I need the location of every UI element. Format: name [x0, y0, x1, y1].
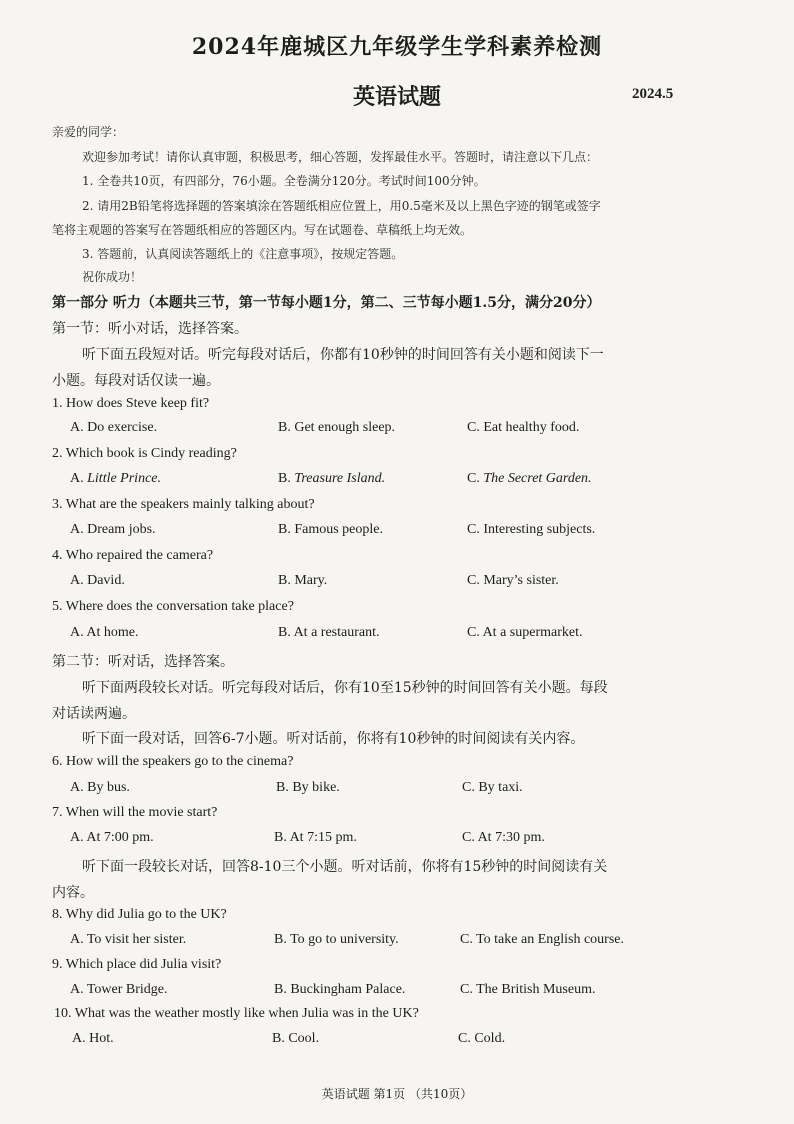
question-1-option-c: C. Eat healthy food.	[467, 420, 580, 435]
book-title: Little Prince.	[87, 471, 162, 486]
question-3-option-a: A. Dream jobs.	[70, 522, 156, 537]
notice-greeting: 亲爱的同学：	[52, 125, 125, 139]
question-5-option-c: C. At a supermarket.	[467, 625, 583, 640]
question-7: 7. When will the movie start?	[52, 805, 218, 820]
section2-instruction-line-1: 听下面两段较长对话。听完每段对话后，你有10至15秒钟的时间回答有关小题。每段	[82, 680, 608, 696]
book-title: Treasure Island.	[294, 471, 386, 486]
notice-intro: 欢迎参加考试！请你认真审题，积极思考，细心答题，发挥最佳水平。答题时，请注意以下几点：	[82, 150, 599, 164]
question-2-option-c	[467, 471, 592, 487]
question-2-option-a	[70, 471, 161, 487]
question-5-option-a: A. At home.	[70, 625, 139, 640]
section2-title: 第二节：听对话，选择答案。	[52, 654, 234, 670]
question-6: 6. How will the speakers go to the cinema?	[52, 754, 294, 769]
question-7-option-a: A. At 7:00 pm.	[70, 830, 154, 845]
question-9: 9. Which place did Julia visit?	[52, 957, 222, 972]
question-8: 8. Why did Julia go to the UK?	[52, 907, 227, 922]
question-3: 3. What are the speakers mainly talking about?	[52, 497, 315, 512]
question-9-option-c: C. The British Museum.	[460, 982, 596, 997]
question-10-option-b: B. Cool.	[272, 1031, 320, 1046]
option-letter: B.	[278, 471, 295, 486]
question-6-option-a: A. By bus.	[70, 780, 130, 795]
question-8-option-a: A. To visit her sister.	[70, 932, 187, 947]
notice-closing: 祝你成功！	[82, 270, 143, 284]
part1-heading: 第一部分 听力（本题共三节，第一节每小题1分，第二、三节每小题1.5分，满分20分）	[52, 295, 601, 311]
question-8-option-b: B. To go to university.	[274, 932, 399, 947]
question-10-option-a: A. Hot.	[72, 1031, 114, 1046]
question-8-option-c: C. To take an English course.	[460, 932, 625, 947]
question-5: 5. Where does the conversation take place?	[52, 599, 294, 614]
notice-item-2-line-1: 2. 请用2B铅笔将选择题的答案填涂在答题纸相应位置上，用0.5毫米及以上黑色字迹的钢笔或签字	[82, 199, 601, 213]
section1-title: 第一节：听小对话，选择答案。	[52, 321, 248, 337]
question-5-option-b: B. At a restaurant.	[278, 625, 380, 640]
section2-instruction-b-line-1: 听下面一段较长对话，回答8-10三个小题。听对话前，你将有15秒钟的时间阅读有关	[82, 859, 608, 875]
exam-date: 2024.5	[632, 86, 674, 102]
exam-subtitle: 英语试题	[352, 84, 441, 110]
question-6-option-b: B. By bike.	[276, 780, 340, 795]
option-letter: A.	[70, 471, 88, 486]
question-4-option-a: A. David.	[70, 573, 125, 588]
question-4: 4. Who repaired the camera?	[52, 548, 214, 563]
question-1-option-b: B. Get enough sleep.	[278, 420, 396, 435]
question-6-option-c: C. By taxi.	[462, 780, 523, 795]
question-4-option-c: C. Mary’s sister.	[467, 573, 559, 588]
question-3-option-c: C. Interesting subjects.	[467, 522, 596, 537]
section1-instruction-line-1: 听下面五段短对话。听完每段对话后，你都有10秒钟的时间回答有关小题和阅读下一	[82, 347, 604, 363]
question-9-option-b: B. Buckingham Palace.	[274, 982, 406, 997]
book-title: The Secret Garden.	[483, 471, 592, 486]
page-footer: 英语试题 第1页 （共10页）	[321, 1087, 473, 1101]
question-9-option-a: A. Tower Bridge.	[70, 982, 168, 997]
question-10-option-c: C. Cold.	[458, 1031, 506, 1046]
question-2: 2. Which book is Cindy reading?	[52, 446, 237, 461]
section1-instruction-line-2: 小题。每段对话仅读一遍。	[52, 373, 220, 389]
question-7-option-b: B. At 7:15 pm.	[274, 830, 357, 845]
section2-instruction-line-2: 对话读两遍。	[52, 706, 136, 722]
notice-item-1: 1. 全卷共10页，有四部分，76小题。全卷满分120分。考试时间100分钟。	[82, 174, 486, 188]
question-7-option-c: C. At 7:30 pm.	[462, 830, 545, 845]
notice-item-2-line-2: 笔将主观题的答案写在答题纸相应的答题区内。写在试题卷、草稿纸上均无效。	[52, 223, 473, 237]
question-1: 1. How does Steve keep fit?	[52, 396, 210, 411]
question-1-option-a: A. Do exercise.	[70, 420, 158, 435]
question-3-option-b: B. Famous people.	[278, 522, 383, 537]
question-4-option-b: B. Mary.	[278, 573, 328, 588]
question-10: 10. What was the weather mostly like when Julia was in the UK?	[54, 1006, 419, 1021]
question-2-option-b	[278, 471, 385, 487]
option-letter: C.	[467, 471, 484, 486]
section2-instruction-b-line-2: 内容。	[52, 885, 94, 901]
exam-title: 2024年鹿城区九年级学生学科素养检测	[191, 34, 603, 60]
section2-instruction-a: 听下面一段对话，回答6-7小题。听对话前，你将有10秒钟的时间阅读有关内容。	[82, 731, 585, 747]
notice-item-3: 3. 答题前，认真阅读答题纸上的《注意事项》，按规定答题。	[82, 247, 404, 261]
